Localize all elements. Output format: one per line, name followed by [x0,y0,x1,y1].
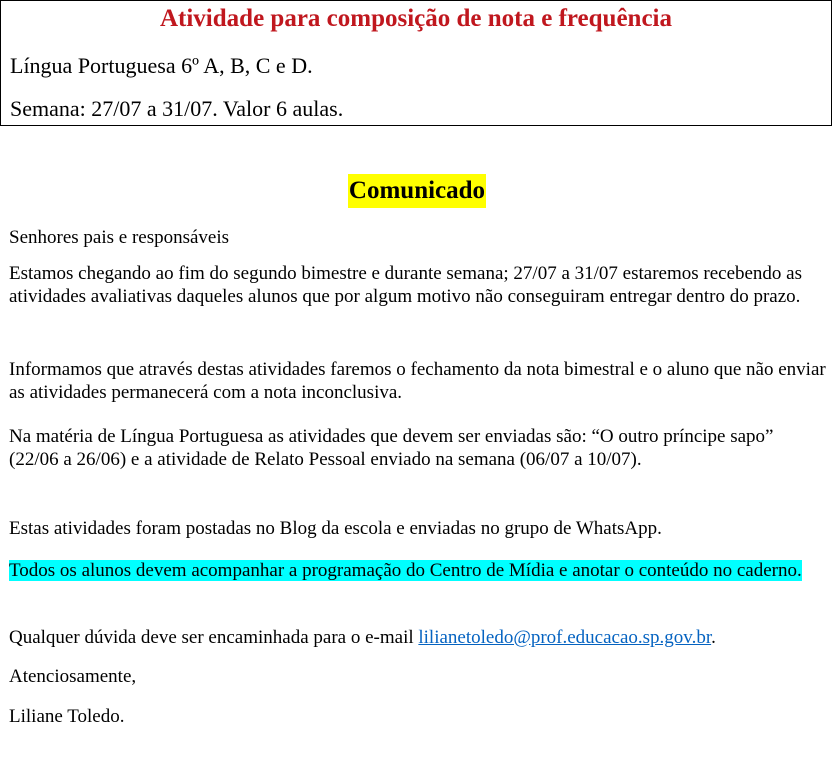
highlighted-text: Todos os alunos devem acompanhar a programação do Centro de Mídia e anotar o conteúdo no caderno. [9,560,802,581]
greeting: Senhores pais e responsáveis [9,227,230,248]
email-link[interactable]: lilianetoledo@prof.educacao.sp.gov.br [418,627,712,648]
contact-end: . [711,627,716,648]
contact-paragraph [9,626,827,649]
week-info: Semana: 27/07 a 31/07. Valor 6 aulas. [10,96,344,121]
subject-classes: Língua Portuguesa 6º A, B, C e D. [10,53,313,78]
paragraph-blog: Estas atividades foram postadas no Blog da escola e enviadas no grupo de WhatsApp. [9,518,662,539]
paragraph-grades: Informamos que através destas atividades faremos o fechamento da nota bimestral e o aluno que não enviar as atividades permanecerá com a nota inconclusiva. [9,359,826,403]
paragraph-centro-midia [9,559,827,582]
signature: Liliane Toledo. [9,706,125,727]
closing: Atenciosamente, [9,666,137,687]
contact-text: Qualquer dúvida deve ser encaminhada para o e-mail [9,627,419,648]
header-box [0,0,832,126]
paragraph-activities: Na matéria de Língua Portuguesa as atividades que devem ser enviadas são: “O outro príncipe sapo” (22/06 a 26/06) e a atividade de Relato Pessoal enviado na semana (06/07 a 10/07). [9,426,774,470]
heading-wrap [0,174,834,208]
document-title: Atividade para composição de nota e frequência [159,5,672,32]
paragraph-deadline: Estamos chegando ao fim do segundo bimestre e durante semana; 27/07 a 31/07 estaremos recebendo as atividades avaliativas daqueles alunos que por algum motivo não conseguiram entregar dentro do prazo. [9,263,803,307]
comunicado-heading: Comunicado [348,174,486,208]
